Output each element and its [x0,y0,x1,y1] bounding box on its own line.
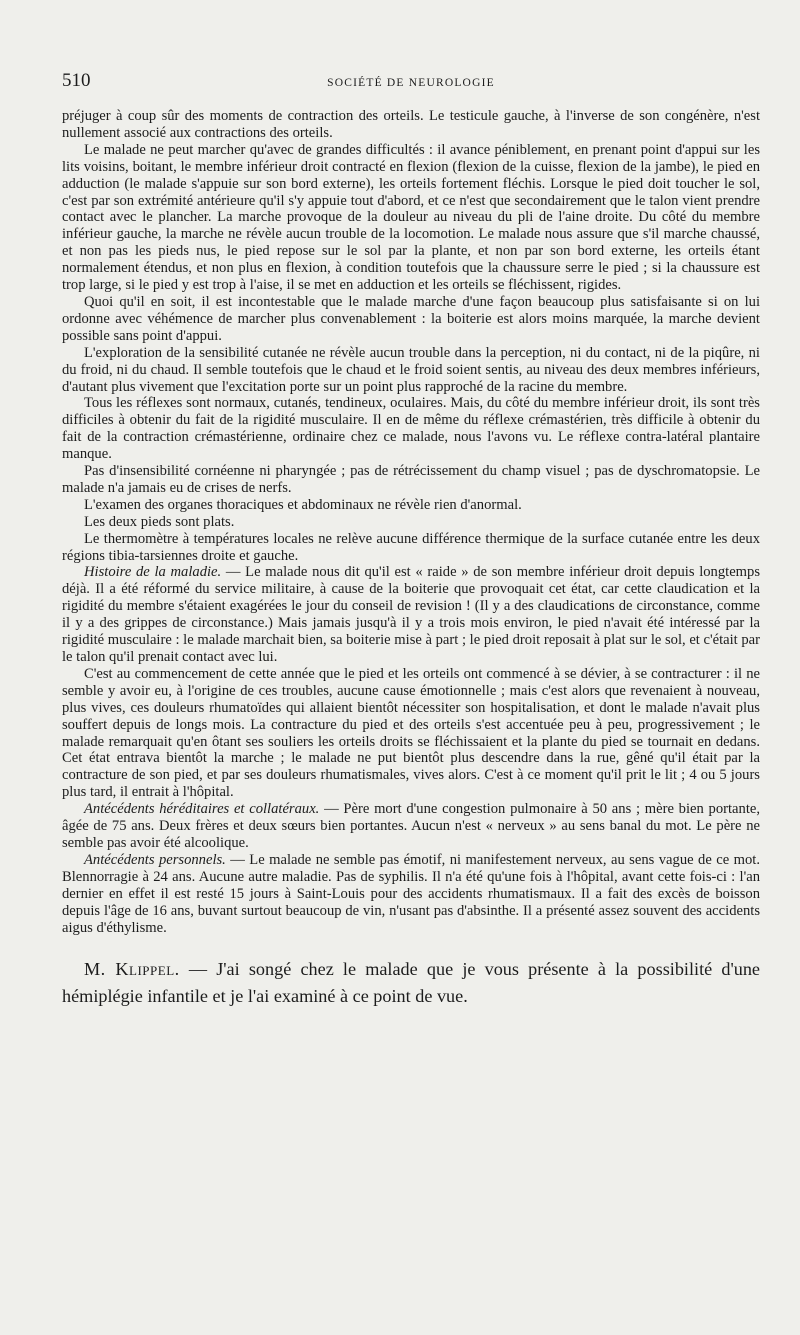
paragraph: Les deux pieds sont plats. [84,513,235,530]
page-header [62,70,760,98]
body-text [62,108,760,936]
speaker-name: M. Klippel. [84,959,180,980]
paragraph: préjuger à coup sûr des moments de contraction des orteils. Le testicule gauche, à l'inverse de son congénère, n'est nullement associé aux contractions des orteils. [62,108,760,141]
paragraph-personal: Antécédents personnels. — Le malade ne semble pas émotif, ni manifestement nerveux, au sens vague de ce mot. Blennorragie à 24 ans. Aucune autre maladie. Pas de syphilis. Il n'a été qu'une fois à l'hôpital, avant cette fois-ci : l'an dernier en effet il est resté 15 jours à Saint-Louis pour des accidents rhumatismaux. Il a fait des excès de boisson depuis l'âge de 16 ans, buvant surtout beaucoup de vin, n'usant pas d'absinthe. Il a présenté assez souvent des accidents aigus d'éthylisme. [62,851,760,936]
paragraph-klippel: M. Klippel. — J'ai songé chez le malade que je vous présente à la possibilité d'une hémiplégie infantile et je l'ai examiné à ce point de vue. [62,959,760,1007]
paragraph: L'examen des organes thoraciques et abdominaux ne révèle rien d'anormal. [84,496,522,513]
section-lead: Antécédents héréditaires et collatéraux. [84,801,320,818]
closing-remark [62,956,760,1010]
page-number: 510 [62,70,91,91]
running-head: SOCIÉTÉ DE NEUROLOGIE [327,77,495,89]
paragraph: Le thermomètre à températures locales ne relève aucune différence thermique de la surface cutanée entre les deux régions tibia-tarsiennes droite et gauche. [62,530,760,564]
paragraph: Le malade ne peut marcher qu'avec de grandes difficultés : il avance péniblement, en prenant point d'appui sur les lits voisins, boitant, le membre inférieur droit contracté en flexion (flexion de la cuisse, flexion de la jambe), le pied en adduction (le malade s'appuie sur son bord externe), les orteils fortement fléchis. Lorsque le pied doit toucher le sol, c'est par son extrémité antérieure qu'il s'y appuie tout d'abord, et ce n'est que secondairement que le talon vient prendre contact avec le plancher. La marche provoque de la douleur au niveau du pli de l'aine droite. Du côté du membre inférieur gauche, la marche ne révèle aucun trouble de la locomotion. Le malade nous assure que s'il marche chaussé, et non pas les pieds nus, le pied repose sur le sol par la plante, et non par son bord externe, les orteils étant normalement étendus, et non plus en flexion, à condition toutefois que la chaussure serre le pied ; si la chaussure est trop large, si le pied y est trop à l'aise, il se met en adduction et les orteils se fléchissent, rigides. [62,141,760,294]
section-lead: Histoire de la maladie. [84,564,222,581]
paragraph-hereditary: Antécédents héréditaires et collatéraux. — Père mort d'une congestion pulmonaire à 50 ans ; mère bien portante, âgée de 75 ans. Deux frères et deux sœurs bien portantes. Aucun n'est « nerveux » au sens banal du mot. Le père ne semble pas avoir été alcoolique. [62,801,761,851]
section-lead: Antécédents personnels. [84,851,226,868]
paragraph: Tous les réflexes sont normaux, cutanés, tendineux, oculaires. Mais, du côté du membre inférieur droit, ils sont très difficiles à obtenir du fait de la rigidité musculaire. Il en de même du réflexe crémastérien, très difficile à obtenir du fait de la contraction crémastérienne, ordinaire chez ce malade, nous l'avons vu. Le réflexe contra-latéral plantaire manque. [62,395,760,463]
paragraph: Quoi qu'il en soit, il est incontestable que le malade marche d'une façon beaucoup plus satisfaisante si on lui ordonne avec véhémence de marcher plus convenablement : la boiterie est alors moins marquée, la marche devient possible sans point d'appui. [62,293,760,344]
paragraph: C'est au commencement de cette année que le pied et les orteils ont commencé à se dévier, à se contracturer : il ne semble y avoir eu, à l'origine de ces troubles, aucune cause émotionnelle ; mais c'est alors que revenaient à nouveau, plus vives, ces douleurs rhumatoïdes qui allaient bientôt nécessiter son hospitalisation, et dont le malade n'avait plus souffert depuis de longs mois. La contracture du pied et des orteils s'est accentuée peu à peu, progressivement ; le malade remarquait qu'en ôtant ses souliers les orteils droits se fléchissaient et la plante du pied se tournait en dedans. Cet état entrava bientôt la marche ; le malade ne put bientôt plus descendre dans la rue, gêné qu'il était par la contracture de son pied, et par ses douleurs rhumatismales, vives alors. C'est à ce moment qu'il prit le lit ; 4 ou 5 jours plus tard, il entrait à l'hôpital. [62,665,760,801]
paragraph: L'exploration de la sensibilité cutanée ne révèle aucun trouble dans la perception, ni du contact, ni de la piqûre, ni du froid, ni du chaud. Il semble toutefois que le chaud et le froid soient sentis, au niveau des deux membres inférieurs, d'autant plus vivement que l'excitation porte sur un point plus rapproché de la racine du membre. [62,344,760,395]
paragraph-history: Histoire de la maladie. — Le malade nous dit qu'il est « raide » de son membre inférieur droit depuis longtemps déjà. Il a été réformé du service militaire, à cause de la boiterie que provoquait cet état, car cette claudication et la rigidité du membre s'étaient exagérées le jour du conseil de revision ! (Il y a des claudications de circonstance, comme il y a des grippes de circonstance.) Mais jamais jusqu'à il y a trois mois environ, le pied n'avait été intéressé par la rigidité musculaire : le malade marchait bien, sa boiterie mise à part ; le pied droit reposait à plat sur le sol, et c'était par le talon qu'il prenait contact avec lui. [62,564,761,665]
paragraph: Pas d'insensibilité cornéenne ni pharyngée ; pas de rétrécissement du champ visuel ; pas de dyschromatopsie. Le malade n'a jamais eu de crises de nerfs. [62,463,760,496]
